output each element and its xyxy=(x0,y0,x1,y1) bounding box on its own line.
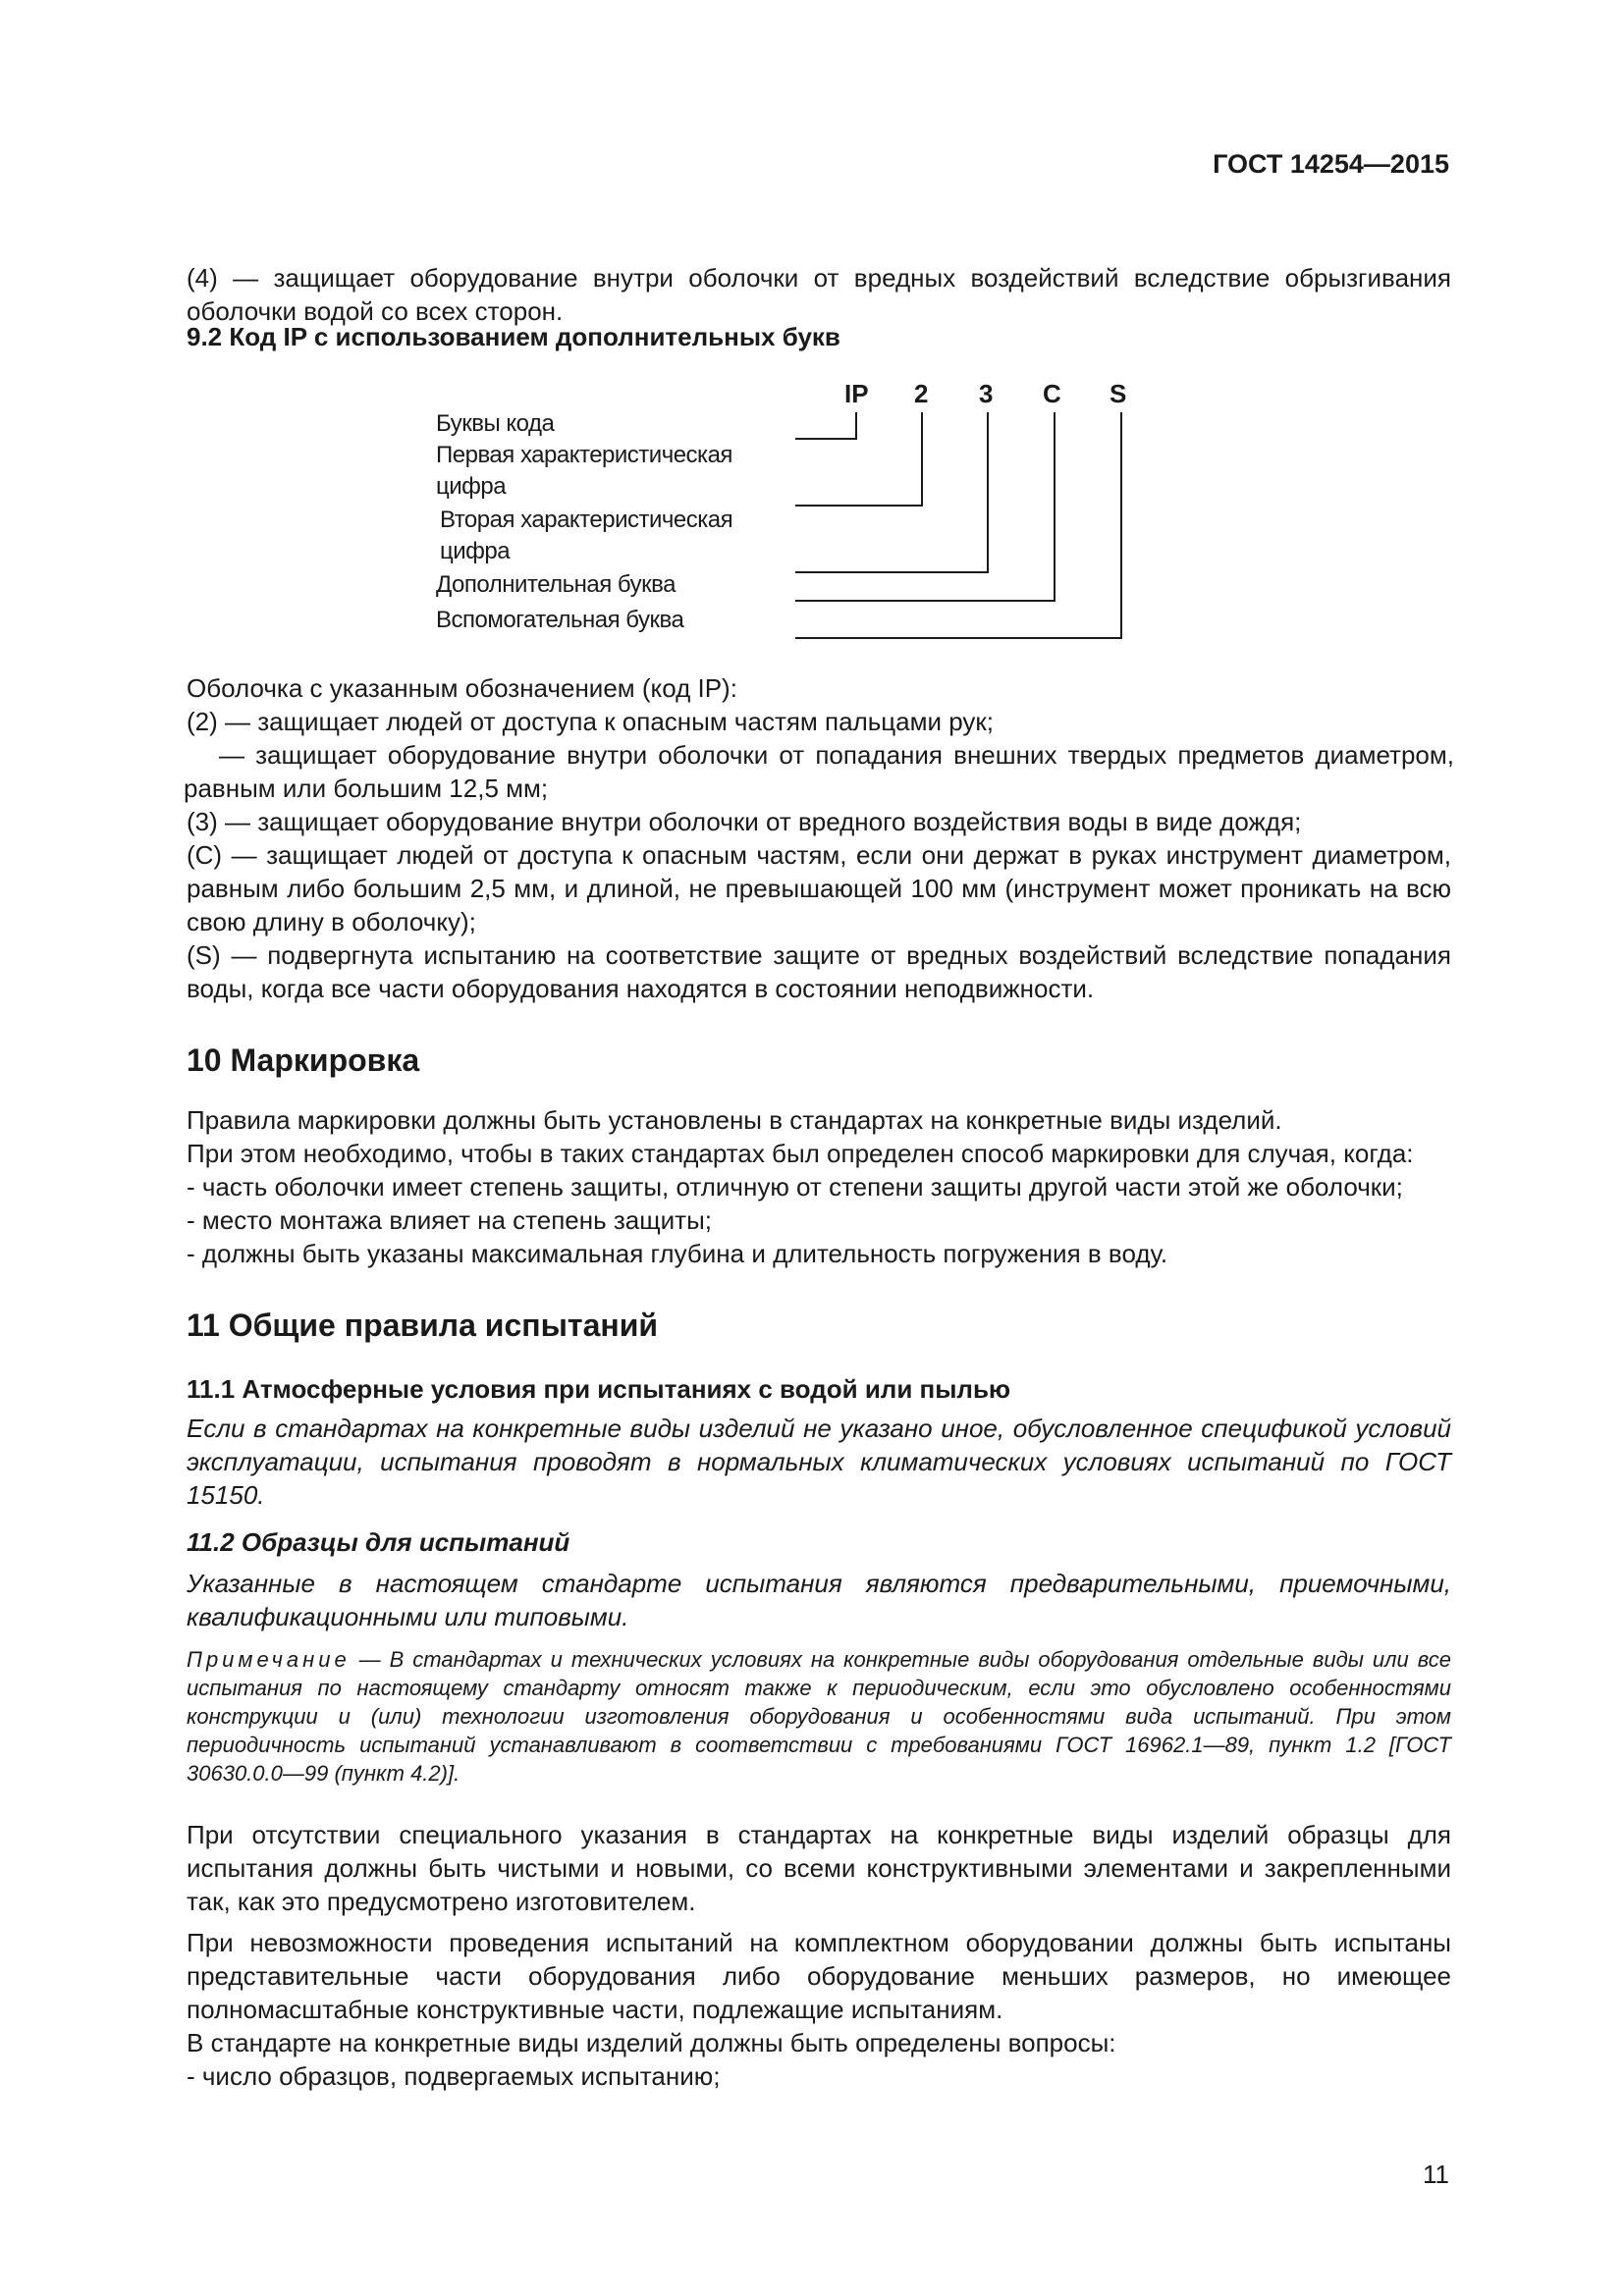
code-c: C xyxy=(1043,379,1061,408)
section-10-p2: При этом необходимо, чтобы в таких стандартах был определен способ маркировки для случая, когда: xyxy=(187,1139,1414,1168)
line-first xyxy=(795,412,922,506)
section-10-body xyxy=(187,1103,1451,1270)
label-second-2: цифра xyxy=(440,538,511,564)
para-4-block xyxy=(187,228,1451,328)
note-block xyxy=(187,1645,1451,1788)
section-11-2-text: Указанные в настоящем стандарте испытания являются предварительными, приемочными, квалификационными или типовыми. xyxy=(187,1569,1451,1631)
note-text: — В стандартах и технических условиях на конкретные виды оборудования отдельные виды или все испытания по настоящему стандарту относят также к периодическим, если это обусловлено особенностями конструкции и (или) технологии изготовления оборудования и особенностями вида испытаний. При этом периодичность испытаний устанавливают в соответствии с требованиями ГОСТ 16962.1—89, пункт 1.2 [ГОСТ 30630.0.0—99 (пункт 4.2)]. xyxy=(187,1647,1451,1786)
label-second-1: Вторая характеристическая xyxy=(440,507,733,533)
ip-code-diagram xyxy=(422,373,1168,648)
ip-item-s: (S) — подвергнута испытанию на соответствие защите от вредных воздействий вследствие попадания воды, когда все части оборудования находятся в состоянии неподвижности. xyxy=(187,940,1451,1003)
note xyxy=(187,1645,1451,1788)
section-10-title: 10 Маркировка xyxy=(187,1042,420,1078)
label-first-2: цифра xyxy=(436,473,507,500)
section-11 xyxy=(187,1306,1451,1345)
section-11-p-b: При невозможности проведения испытаний на комплектном оборудовании должны быть испытаны представительные части оборудования либо оборудование меньших размеров, но имеющее полномасштабные конструктивные части, подлежащие испытаниям. xyxy=(187,1928,1451,2024)
label-letters: Буквы кода xyxy=(436,410,555,437)
line-letters xyxy=(795,412,856,439)
ip-item-2b xyxy=(184,738,1454,805)
document-id-header: ГОСТ 14254—2015 xyxy=(1213,149,1449,179)
label-additional: Дополнительная буква xyxy=(436,571,676,598)
heading-11-1: 11.1 Атмосферные условия при испытаниях с водой или пылью xyxy=(187,1374,1011,1404)
label-first-1: Первая характеристическая xyxy=(436,442,732,468)
section-10 xyxy=(187,1041,1451,1080)
section-10-bullet: - место монтажа влияет на степень защиты; xyxy=(187,1205,712,1235)
heading-9-2-block xyxy=(187,320,1451,353)
para-4: (4) — защищает оборудование внутри оболочки от вредных воздействий вследствие обрызгивания оболочки водой со всех сторон. xyxy=(187,263,1451,326)
ip-item-c: (C) — защищает людей от доступа к опасным частям, если они держат в руках инструмент диаметром, равным либо большим 2,5 мм, и длиной, не превышающей 100 мм (инструмент может проникать на всю свою длину в оболочку); xyxy=(187,840,1451,936)
section-11-bullet: - число образцов, подвергаемых испытанию; xyxy=(187,2061,721,2091)
ip-list-block xyxy=(184,671,1454,1005)
note-label: Примечание xyxy=(187,1647,351,1672)
code-2: 2 xyxy=(914,379,929,408)
page-number: 11 xyxy=(1423,2160,1449,2189)
code-s: S xyxy=(1110,379,1127,408)
section-11-title: 11 Общие правила испытаний xyxy=(187,1308,659,1343)
ip-item-3: (3) — защищает оборудование внутри оболочки от вредного воздействия воды в виде дождя; xyxy=(187,807,1302,836)
section-11-1 xyxy=(187,1372,1451,1512)
diagram-lines xyxy=(422,373,1168,648)
line-second xyxy=(795,412,988,572)
section-11-1-text: Если в стандартах на конкретные виды изделий не указано иное, обусловленное спецификой условий эксплуатации, испытания проводят в нормальных климатических условиях испытаний по ГОСТ 15150. xyxy=(187,1414,1451,1510)
section-11-2 xyxy=(187,1525,1451,1633)
line-auxiliary xyxy=(795,412,1121,638)
heading-11-2: 11.2 Образцы для испытаний xyxy=(187,1527,570,1557)
code-3: 3 xyxy=(979,379,994,408)
section-11-p-c: В стандарте на конкретные виды изделий должны быть определены вопросы: xyxy=(187,2028,1116,2057)
section-11-p-a: При отсутствии специального указания в стандартах на конкретные виды изделий образцы для испытания должны быть чистыми и новыми, со всеми конструктивными элементами и закрепленными так, как это предусмотрено изготовителем. xyxy=(187,1820,1451,1916)
section-10-bullet: - часть оболочки имеет степень защиты, отличную от степени защиты другой части этой же оболочки; xyxy=(187,1172,1403,1201)
ip-list-intro: Оболочка с указанным обозначением (код IP): xyxy=(187,673,737,703)
ip-item-2: (2) — защищает людей от доступа к опасным частям пальцами рук; xyxy=(187,707,995,736)
section-10-p1: Правила маркировки должны быть установлены в стандартах на конкретные виды изделий. xyxy=(187,1105,1282,1135)
label-auxiliary: Вспомогательная буква xyxy=(436,607,684,633)
heading-9-2: 9.2 Код IP с использованием дополнительных букв xyxy=(187,322,840,351)
section-10-bullet: - должны быть указаны максимальная глубина и длительность погружения в воду. xyxy=(187,1239,1168,1268)
code-ip: IP xyxy=(844,379,869,408)
ip-item-2b-text: — защищает оборудование внутри оболочки от попадания внешних твердых предметов диаметром, равным или большим 12,5 мм; xyxy=(184,740,1454,803)
section-11-body xyxy=(187,1818,1451,2093)
